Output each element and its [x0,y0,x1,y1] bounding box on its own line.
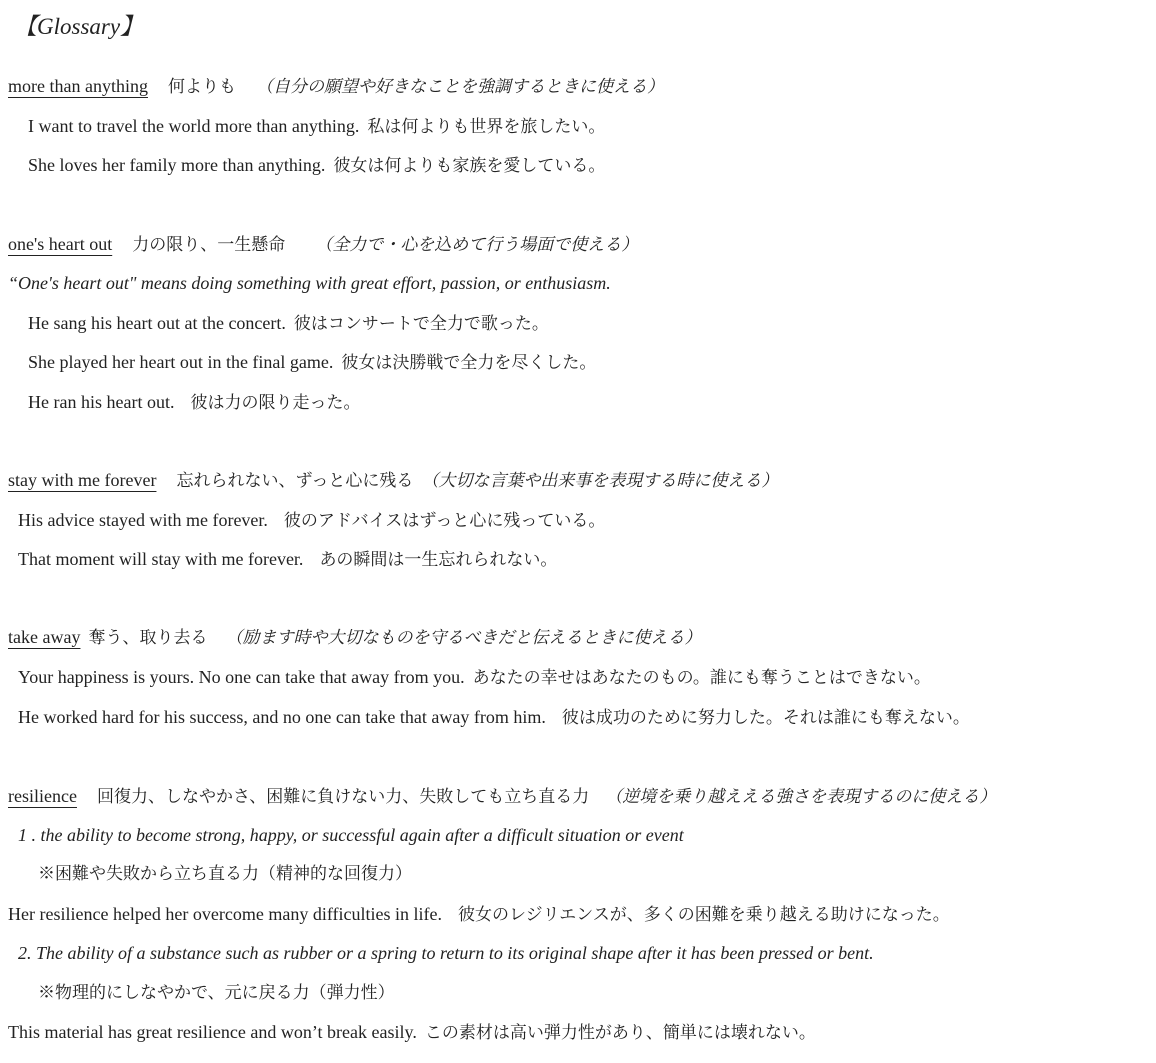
meaning: 奪う、取り去る [88,628,208,648]
usage-note: （全力で・心を込めて行う場面で使える） [315,235,639,255]
example-sentence [18,666,931,689]
example-en: His advice stayed with me forever. [18,510,268,530]
term: one's heart out [8,234,113,254]
entry-header-stay-with-me-forever [8,469,778,492]
example-en: She played her heart out in the final game. [28,352,334,372]
term: resilience [8,786,77,806]
example-sentence [8,903,950,926]
usage-note: （大切な言葉や出来事を表現する時に使える） [421,471,779,491]
example-ja: 私は何よりも世界を旅したい。 [367,117,606,137]
example-en: Your happiness is yours. No one can take that away from you. [18,667,465,687]
example-en: He sang his heart out at the concert. [28,313,286,333]
example-sentence [18,509,605,532]
meaning: 力の限り、一生懸命 [132,235,286,255]
example-sentence [8,1021,816,1044]
example-sentence [28,312,549,335]
term: take away [8,627,81,647]
example-ja: 彼女は何よりも家族を愛している。 [333,156,606,176]
example-en: She loves her family more than anything. [28,155,326,175]
example-en: Her resilience helped her overcome many difficulties in life. [8,904,442,924]
example-ja: 彼女は決勝戦で全力を尽くした。 [341,353,597,373]
meaning: 何よりも [167,77,236,97]
meaning: 回復力、しなやかさ、困難に負けない力、失敗しても立ち直る力 [96,787,590,807]
example-ja: この素材は高い弾力性があり、簡単には壊れない。 [424,1023,816,1043]
entry-header-take-away [8,626,701,649]
example-ja: 彼は成功のために努力した。それは誰にも奪えない。 [561,708,970,728]
meaning: 忘れられない、ずっと心に残る [176,471,414,491]
example-sentence [18,706,970,729]
term: more than anything [8,76,148,96]
definition: “One's heart out" means doing something with great effort, passion, or enthusiasm. [8,273,611,293]
entry-header-more-than-anything [8,75,664,98]
example-ja: あなたの幸せはあなたのもの。誰にも奪うことはできない。 [472,668,931,688]
sense-definition: 1 . the ability to become strong, happy, or successful again after a difficult situation or event [18,825,684,845]
example-en: I want to travel the world more than anything. [28,116,360,136]
usage-note: （逆境を乗り越ええる強さを表現するのに使える） [605,787,997,807]
sense-definition: 2. The ability of a substance such as rubber or a spring to return to its original shape after it has been pressed or bent. [18,943,874,963]
example-sentence [28,391,360,414]
sense-gloss: ※物理的にしなやかで、元に戻る力（弾力性） [38,983,395,1003]
example-en: This material has great resilience and won’t break easily. [8,1022,417,1042]
entry-header-ones-heart-out [8,233,638,256]
glossary-title: 【Glossary】 [14,14,144,39]
example-sentence [28,154,605,177]
usage-note: （励ます時や大切なものを守るべきだと伝えるときに使える） [225,628,702,648]
example-en: That moment will stay with me forever. [18,549,304,569]
example-sentence [28,115,605,138]
example-en: He worked hard for his success, and no one can take that away from him. [18,707,546,727]
example-ja: 彼は力の限り走った。 [190,393,361,413]
example-sentence [18,548,557,571]
usage-note: （自分の願望や好きなことを強調するときに使える） [255,77,664,97]
entry-header-resilience [8,785,996,808]
example-en: He ran his heart out. [28,392,175,412]
example-ja: 彼はコンサートで全力で歌った。 [293,314,549,334]
term: stay with me forever [8,470,157,490]
example-ja: 彼のアドバイスはずっと心に残っている。 [283,511,606,531]
sense-gloss: ※困難や失敗から立ち直る力（精神的な回復力） [38,864,412,884]
example-sentence [28,351,596,374]
example-ja: 彼女のレジリエンスが、多くの困難を乗り越える助けになった。 [458,905,950,925]
example-ja: あの瞬間は一生忘れられない。 [319,550,558,570]
